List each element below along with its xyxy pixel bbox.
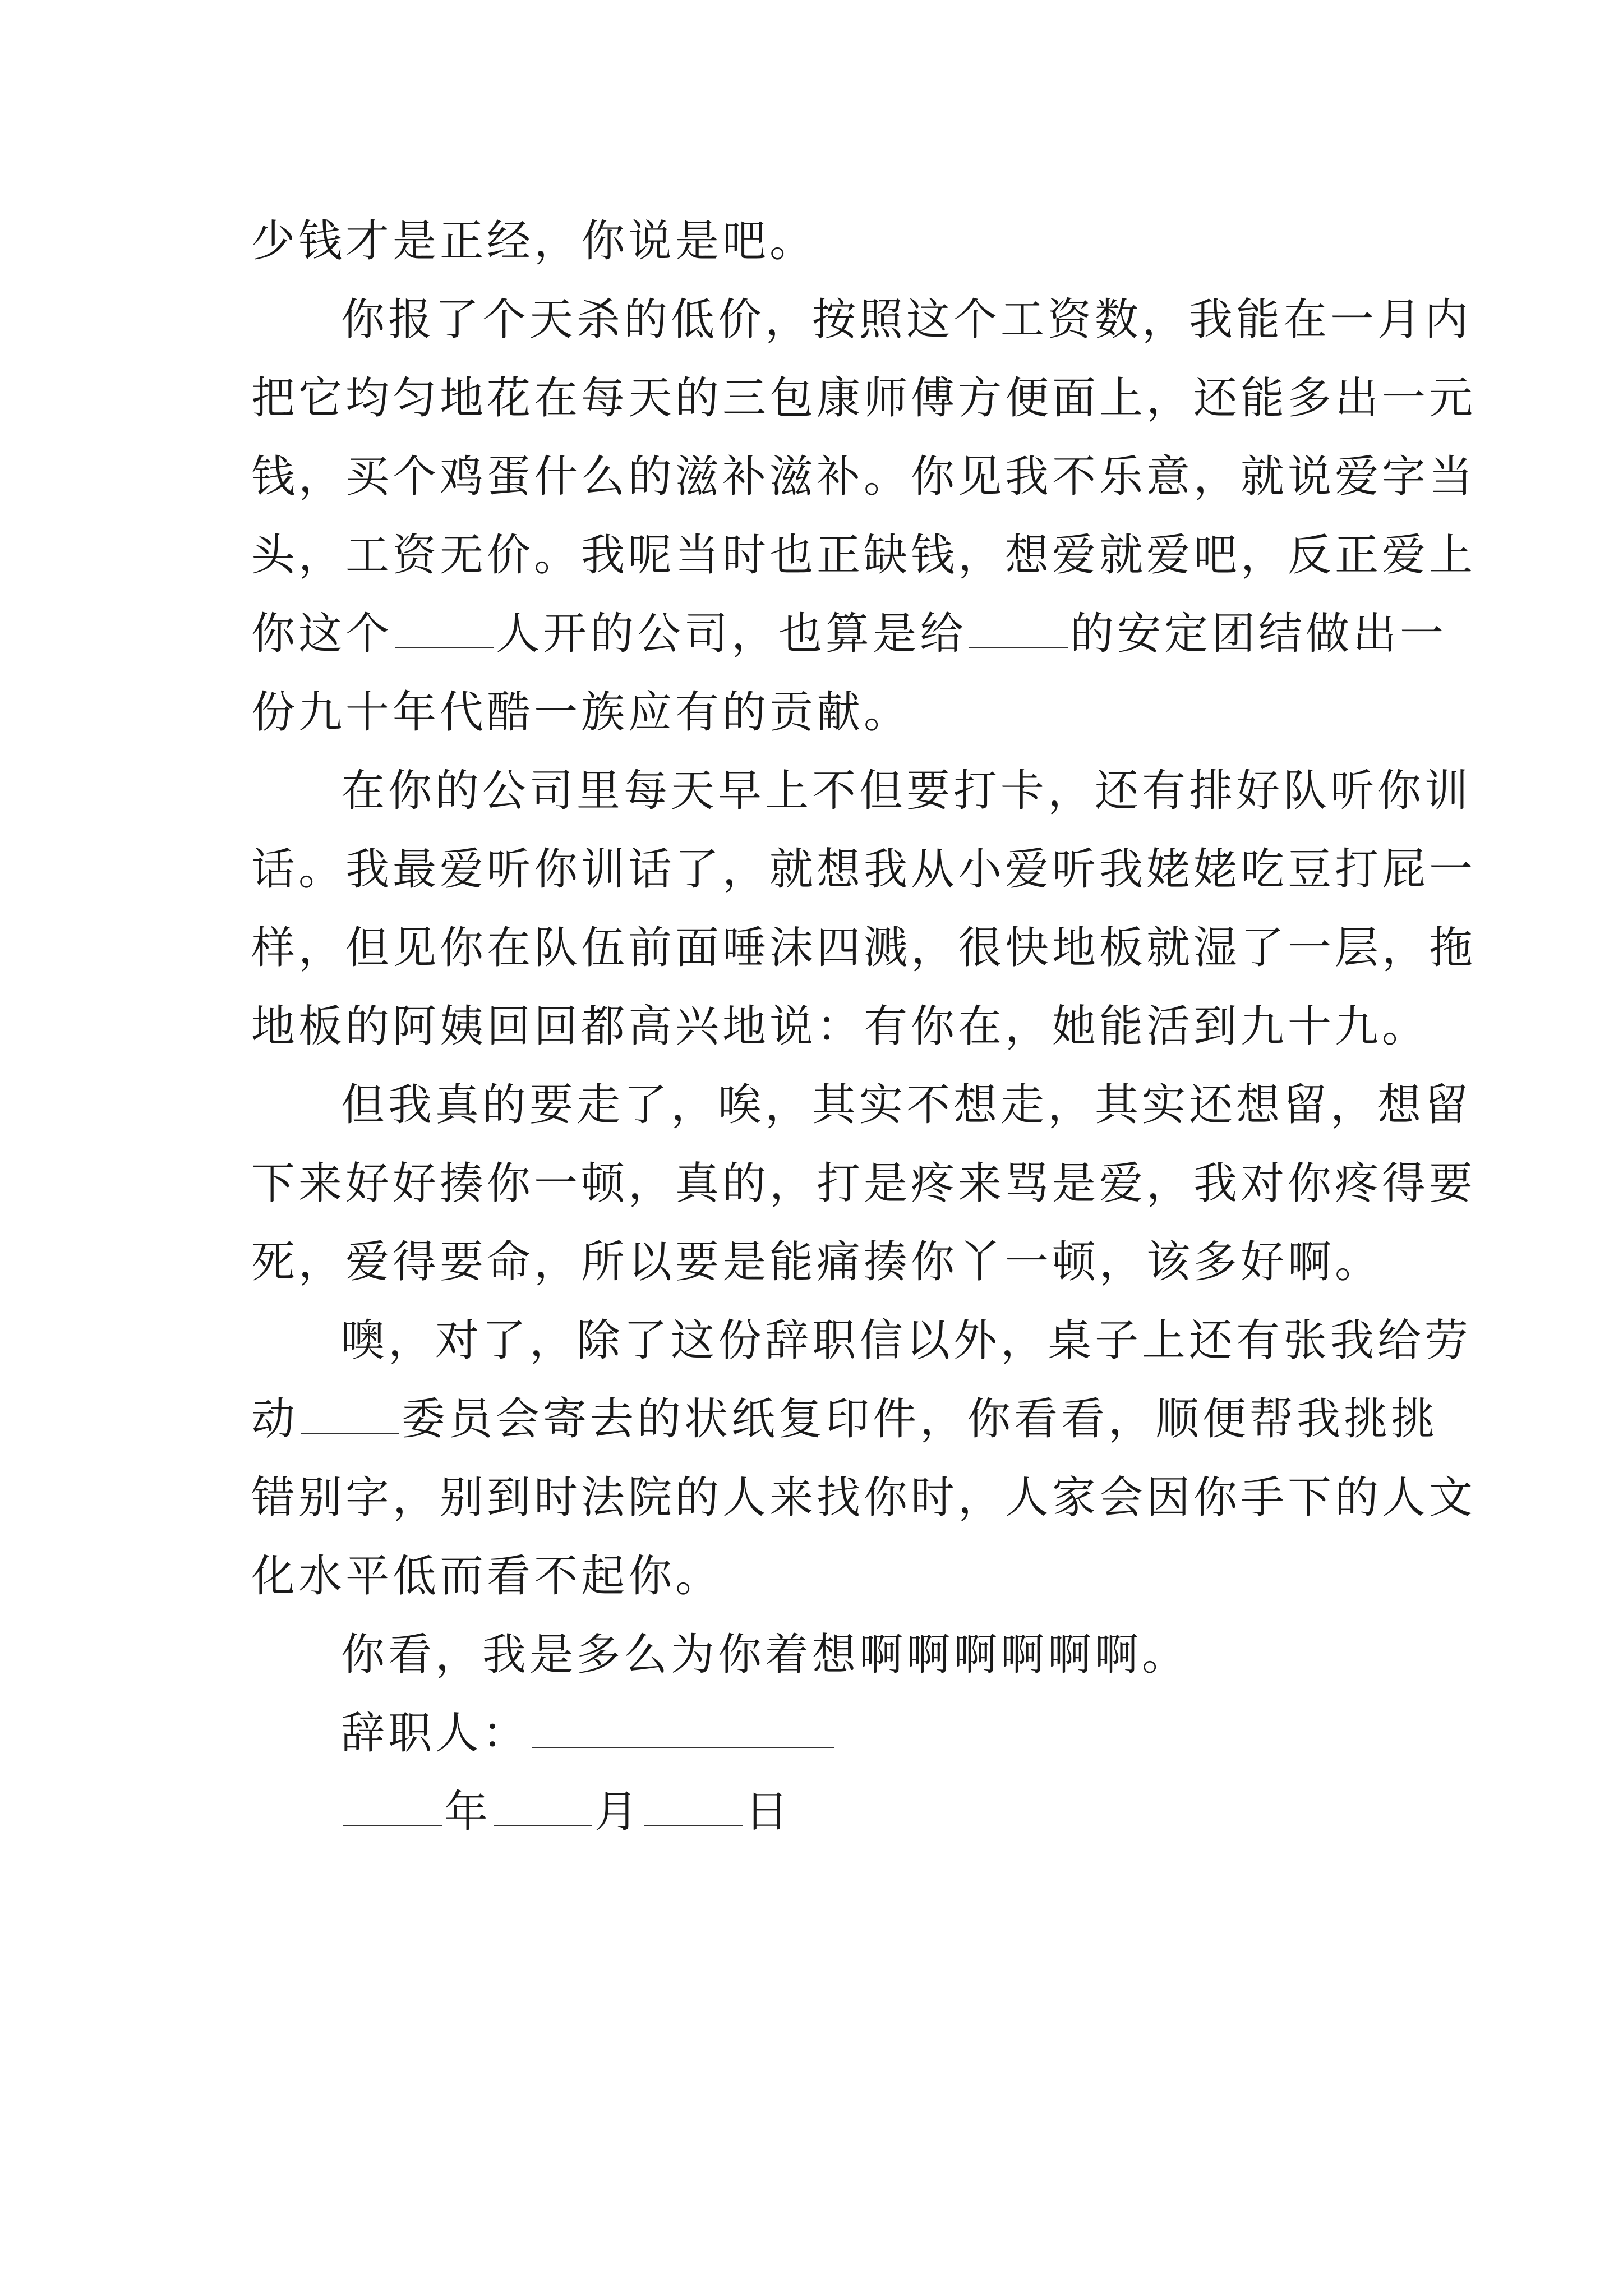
text-line: 把它均匀地花在每天的三包康师傅方便面上，还能多出一元 (251, 373, 1477, 424)
year-label: 年 (444, 1787, 492, 1837)
text-line: 化水平低而看不起你。 (251, 1551, 723, 1602)
fill-in-blank (301, 1428, 399, 1434)
text-segment: 人开的公司，也算是给 (496, 609, 967, 659)
month-label: 月 (594, 1787, 642, 1837)
date-line (251, 1773, 1384, 1851)
text-segment: 的安定团结做出一 (1070, 609, 1447, 659)
signature-line (251, 1694, 1384, 1773)
text-line: 在你的公司里每天早上不但要打卡，还有排好队听你训 (341, 766, 1472, 816)
text-line: 钱，买个鸡蛋什么的滋补滋补。你见我不乐意，就说爱字当 (251, 452, 1477, 502)
text-line: 死，爱得要命，所以要是能痛揍你丫一顿，该多好啊。 (251, 1237, 1382, 1287)
text-line: 噢，对了，除了这份辞职信以外，桌子上还有张我给劳 (341, 1315, 1472, 1366)
signature-label: 辞职人： (341, 1708, 530, 1759)
text-line: 但我真的要走了，唉，其实不想走，其实还想留，想留 (341, 1080, 1472, 1130)
text-segment: 你这个 (251, 609, 393, 659)
day-label: 日 (745, 1787, 792, 1837)
signature-blank (532, 1742, 834, 1748)
text-line (251, 1380, 1438, 1458)
month-blank (494, 1821, 592, 1826)
day-blank (644, 1821, 743, 1826)
text-line: 份九十年代酷一族应有的贡献。 (251, 687, 911, 738)
text-line: 地板的阿姨回回都高兴地说：有你在，她能活到九十九。 (251, 1001, 1430, 1052)
text-line: 话。我最爱听你训话了，就想我从小爱听我姥姥吃豆打屁一 (251, 844, 1477, 895)
text-line: 头，工资无价。我呢当时也正缺钱，想爱就爱吧，反正爱上 (251, 530, 1477, 581)
text-line: 错别字，别到时法院的人来找你时，人家会因你手下的人文 (251, 1473, 1477, 1523)
text-line: 样，但见你在队伍前面唾沫四溅，很快地板就湿了一层，拖 (251, 923, 1477, 973)
text-segment: 动 (251, 1394, 299, 1444)
text-line: 你报了个天杀的低价，按照这个工资数，我能在一月内 (341, 295, 1472, 345)
letter-page (251, 202, 1477, 1851)
text-line (251, 595, 1447, 673)
fill-in-blank (969, 643, 1068, 648)
text-line: 少钱才是正经，你说是吧。 (251, 216, 817, 266)
year-blank (343, 1821, 442, 1826)
text-line: 下来好好揍你一顿，真的，打是疼来骂是爱，我对你疼得要 (251, 1158, 1477, 1209)
fill-in-blank (395, 643, 494, 648)
text-segment: 委员会寄去的状纸复印件，你看看，顺便帮我挑挑 (402, 1394, 1438, 1444)
text-line: 你看，我是多么为你着想啊啊啊啊啊啊。 (341, 1630, 1189, 1680)
